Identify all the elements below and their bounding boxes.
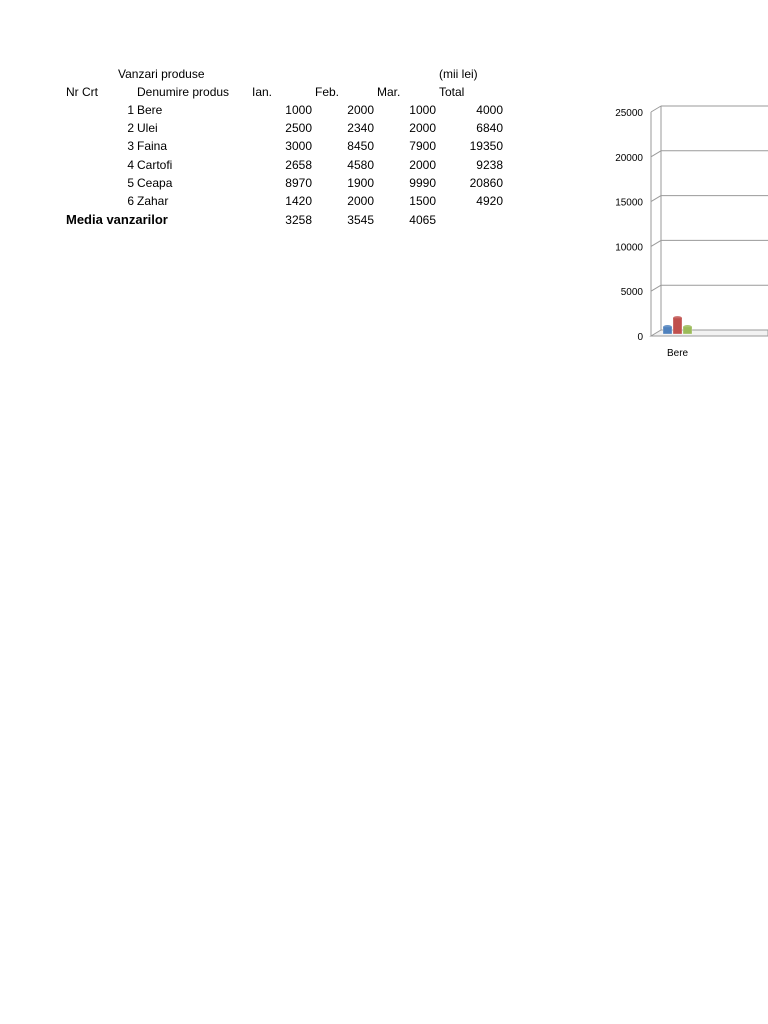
y-tick-label: 25000 [615, 108, 643, 119]
row-jan[interactable]: 8970 [285, 176, 312, 190]
row-mar[interactable]: 2000 [409, 121, 436, 135]
sales-chart[interactable] [600, 96, 768, 366]
row-feb[interactable]: 2000 [347, 103, 374, 117]
y-tick-label: 20000 [615, 152, 643, 164]
row-feb[interactable]: 8450 [347, 139, 374, 153]
category-label: Bere [667, 348, 689, 359]
row-mar[interactable]: 1500 [409, 194, 436, 208]
header-nr-crt[interactable]: Nr Crt [66, 85, 98, 99]
row-total[interactable]: 19350 [469, 139, 503, 153]
row-nr[interactable]: 1 [127, 103, 134, 117]
sheet-title[interactable]: Vanzari produse [118, 67, 205, 81]
row-nr[interactable]: 2 [127, 121, 134, 135]
y-tick-label: 5000 [620, 287, 643, 299]
average-label[interactable]: Media vanzarilor [66, 212, 168, 227]
row-name[interactable]: Bere [137, 103, 163, 117]
row-total[interactable]: 4920 [476, 194, 503, 208]
y-tick-label: 0 [637, 332, 643, 343]
average-feb[interactable]: 3545 [347, 213, 374, 227]
row-nr[interactable]: 4 [127, 158, 134, 172]
bar-top [673, 316, 682, 320]
bar-top [663, 325, 672, 329]
row-mar[interactable]: 2000 [409, 158, 436, 172]
row-feb[interactable]: 2340 [347, 121, 374, 135]
gridline-diagonal [651, 196, 661, 202]
row-mar[interactable]: 1000 [409, 103, 436, 117]
row-feb[interactable]: 4580 [347, 158, 374, 172]
header-total[interactable]: Total [439, 85, 465, 99]
gridline-diagonal [651, 106, 661, 112]
row-name[interactable]: Zahar [137, 194, 169, 208]
gridline-diagonal [651, 151, 661, 157]
bar-top [683, 325, 692, 329]
gridline-diagonal [651, 240, 661, 246]
row-name[interactable]: Faina [137, 139, 168, 153]
row-total[interactable]: 20860 [469, 176, 503, 190]
row-jan[interactable]: 1420 [285, 194, 312, 208]
header-mar[interactable]: Mar. [377, 85, 401, 99]
row-name[interactable]: Ceapa [137, 176, 173, 190]
y-tick-label: 15000 [615, 197, 643, 209]
row-nr[interactable]: 6 [127, 194, 134, 208]
gridline-diagonal [651, 285, 661, 291]
row-name[interactable]: Cartofi [137, 158, 173, 172]
row-total[interactable]: 9238 [476, 158, 503, 172]
header-feb[interactable]: Feb. [315, 85, 340, 99]
row-jan[interactable]: 3000 [285, 139, 312, 153]
row-feb[interactable]: 2000 [347, 194, 374, 208]
row-mar[interactable]: 7900 [409, 139, 436, 153]
row-nr[interactable]: 5 [127, 176, 134, 190]
row-name[interactable]: Ulei [137, 121, 158, 135]
row-feb[interactable]: 1900 [347, 176, 374, 190]
row-nr[interactable]: 3 [127, 139, 134, 153]
row-mar[interactable]: 9990 [409, 176, 436, 190]
unit-label[interactable]: (mii lei) [439, 67, 478, 81]
row-jan[interactable]: 2658 [285, 158, 312, 172]
average-mar[interactable]: 4065 [409, 213, 436, 227]
chart-canvas [600, 96, 768, 366]
row-jan[interactable]: 2500 [285, 121, 312, 135]
row-total[interactable]: 6840 [476, 121, 503, 135]
average-jan[interactable]: 3258 [285, 213, 312, 227]
header-product-name[interactable]: Denumire produs [137, 85, 230, 99]
row-jan[interactable]: 1000 [285, 103, 312, 117]
bar-feb [673, 318, 682, 334]
y-tick-label: 10000 [615, 242, 643, 254]
header-jan[interactable]: Ian. [252, 85, 273, 99]
row-total[interactable]: 4000 [476, 103, 503, 117]
